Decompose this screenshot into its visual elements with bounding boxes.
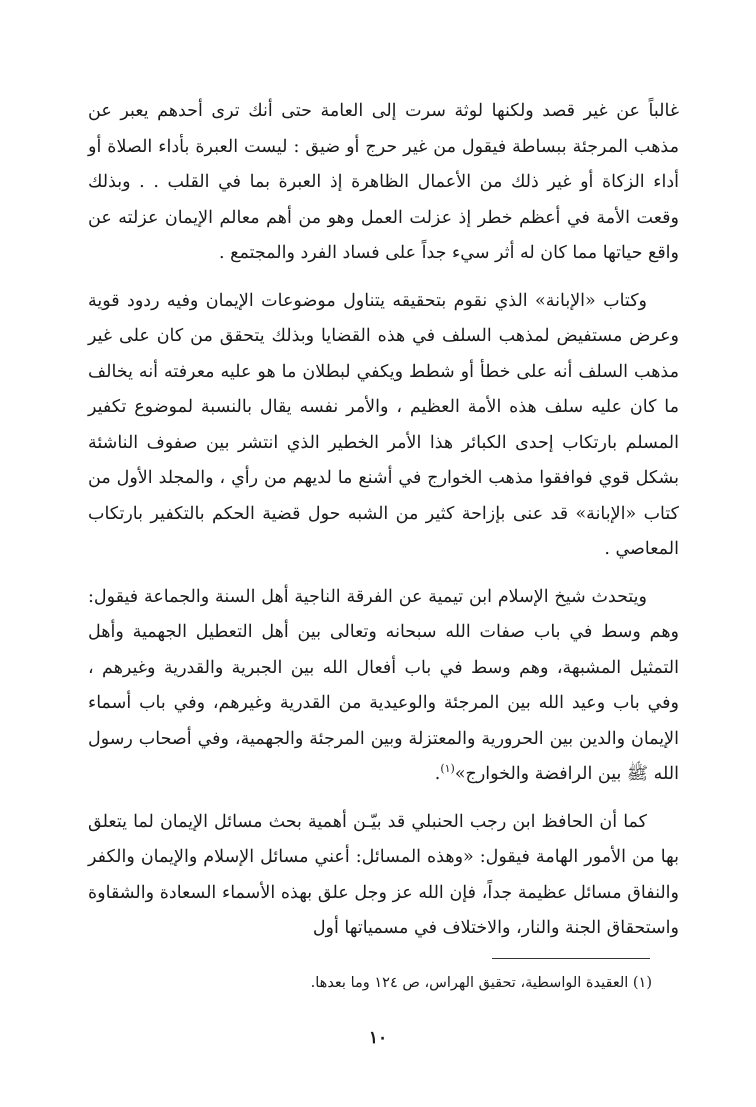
paragraph-4: كما أن الحافظ ابن رجب الحنبلي قد بيّـن أهمية بحث مسائل الإيمان لما يتعلق بها من الأمور الهامة فيقول: «وهذه المسائل: أعني مسائل الإسلام والإيمان والكفر والنفاق مسائل عظيمة جداً، فإن الله عز وجل علق بهذه الأسماء السعادة والشقاوة واستحقاق الجنة والنار، والاختلاف في مسمياتها أول <box>88 811 679 938</box>
footnote-divider <box>492 958 650 959</box>
paragraph-3-text: ويتحدث شيخ الإسلام ابن تيمية عن الفرقة الناجية أهل السنة والجماعة فيقول: وهم وسط في باب صفات الله سبحانه وتعالى بين أهل التعطيل الجهمية وأهل التمثيل المشبهة، وهم وسط في باب أفعال الله بين الجبرية والقدرية وغيرهم ، وفي باب وعيد الله بين المرجئة والوعيدية من القدرية وغيرهم، وفي باب أسماء الإيمان والدين بين الحرورية والمعتزلة وبين المرجئة والجهمية، وفي أصحاب رسول الله ﷺ بين الرافضة والخوارج» <box>88 586 679 784</box>
page-number: ١٠ <box>368 1028 388 1048</box>
paragraph-2: وكتاب «الإبانة» الذي نقوم بتحقيقه يتناول موضوعات الإيمان وفيه ردود قوية وعرض مستفيض لمذهب السلف في هذه القضايا وبذلك يتحقق من كان على غير مذهب السلف أنه على خطأ أو شطط ويكفي لبطلان ما هو عليه معرفته أنه يخالف ما كان عليه سلف هذه الأمة العظيم ، والأمر نفسه يقال بالنسبة لموضوع تكفير المسلم بارتكاب إحدى الكبائر هذا الأمر الخطير الذي انتشر بين صفوف الناشئة بشكل قوي فوافقوا مذهب الخوارج في أشنع ما لديهم من رأي ، والمجلد الأول من كتاب «الإبانة» قد عنى بإزاحة كثير من الشبه حول قضية الحكم بالتكفير بارتكاب المعاصي . <box>88 290 679 559</box>
footnote-reference: (١) <box>440 762 455 776</box>
footnote: (١) العقيدة الواسطية، تحقيق الهراس، ص ١٢٤ وما بعدها. <box>310 975 652 991</box>
paragraph-1: غالباً عن غير قصد ولكنها لوثة سرت إلى العامة حتى أنك ترى أحدهم يعبر عن مذهب المرجئة ببساطة فيقول من غير حرج أو ضيق : ليست العبرة بأداء الصلاة أو أداء الزكاة أو غير ذلك من الأعمال الظاهرة إذ العبرة بما في القلب . . وبذلك وقعت الأمة في أعظم خطر إذ عزلت العمل وهو من أهم معالم الإيمان عزلته عن واقع حياتها مما كان له أثر سيء جداً على فساد الفرد والمجتمع . <box>88 101 679 263</box>
body-text <box>88 94 679 959</box>
paragraph-3: ويتحدث شيخ الإسلام ابن تيمية عن الفرقة الناجية أهل السنة والجماعة فيقول: وهم وسط في باب صفات الله سبحانه وتعالى بين أهل التعطيل الجهمية وأهل التمثيل المشبهة، وهم وسط في باب أفعال الله بين الجبرية والقدرية وغيرهم ، وفي باب وعيد الله بين المرجئة والوعيدية من القدرية وغيرهم، وفي باب أسماء الإيمان والدين بين الحرورية والمعتزلة وبين المرجئة والجهمية، وفي أصحاب رسول الله ﷺ بين الرافضة والخوارج»$^{(١)}$. <box>88 586 679 784</box>
